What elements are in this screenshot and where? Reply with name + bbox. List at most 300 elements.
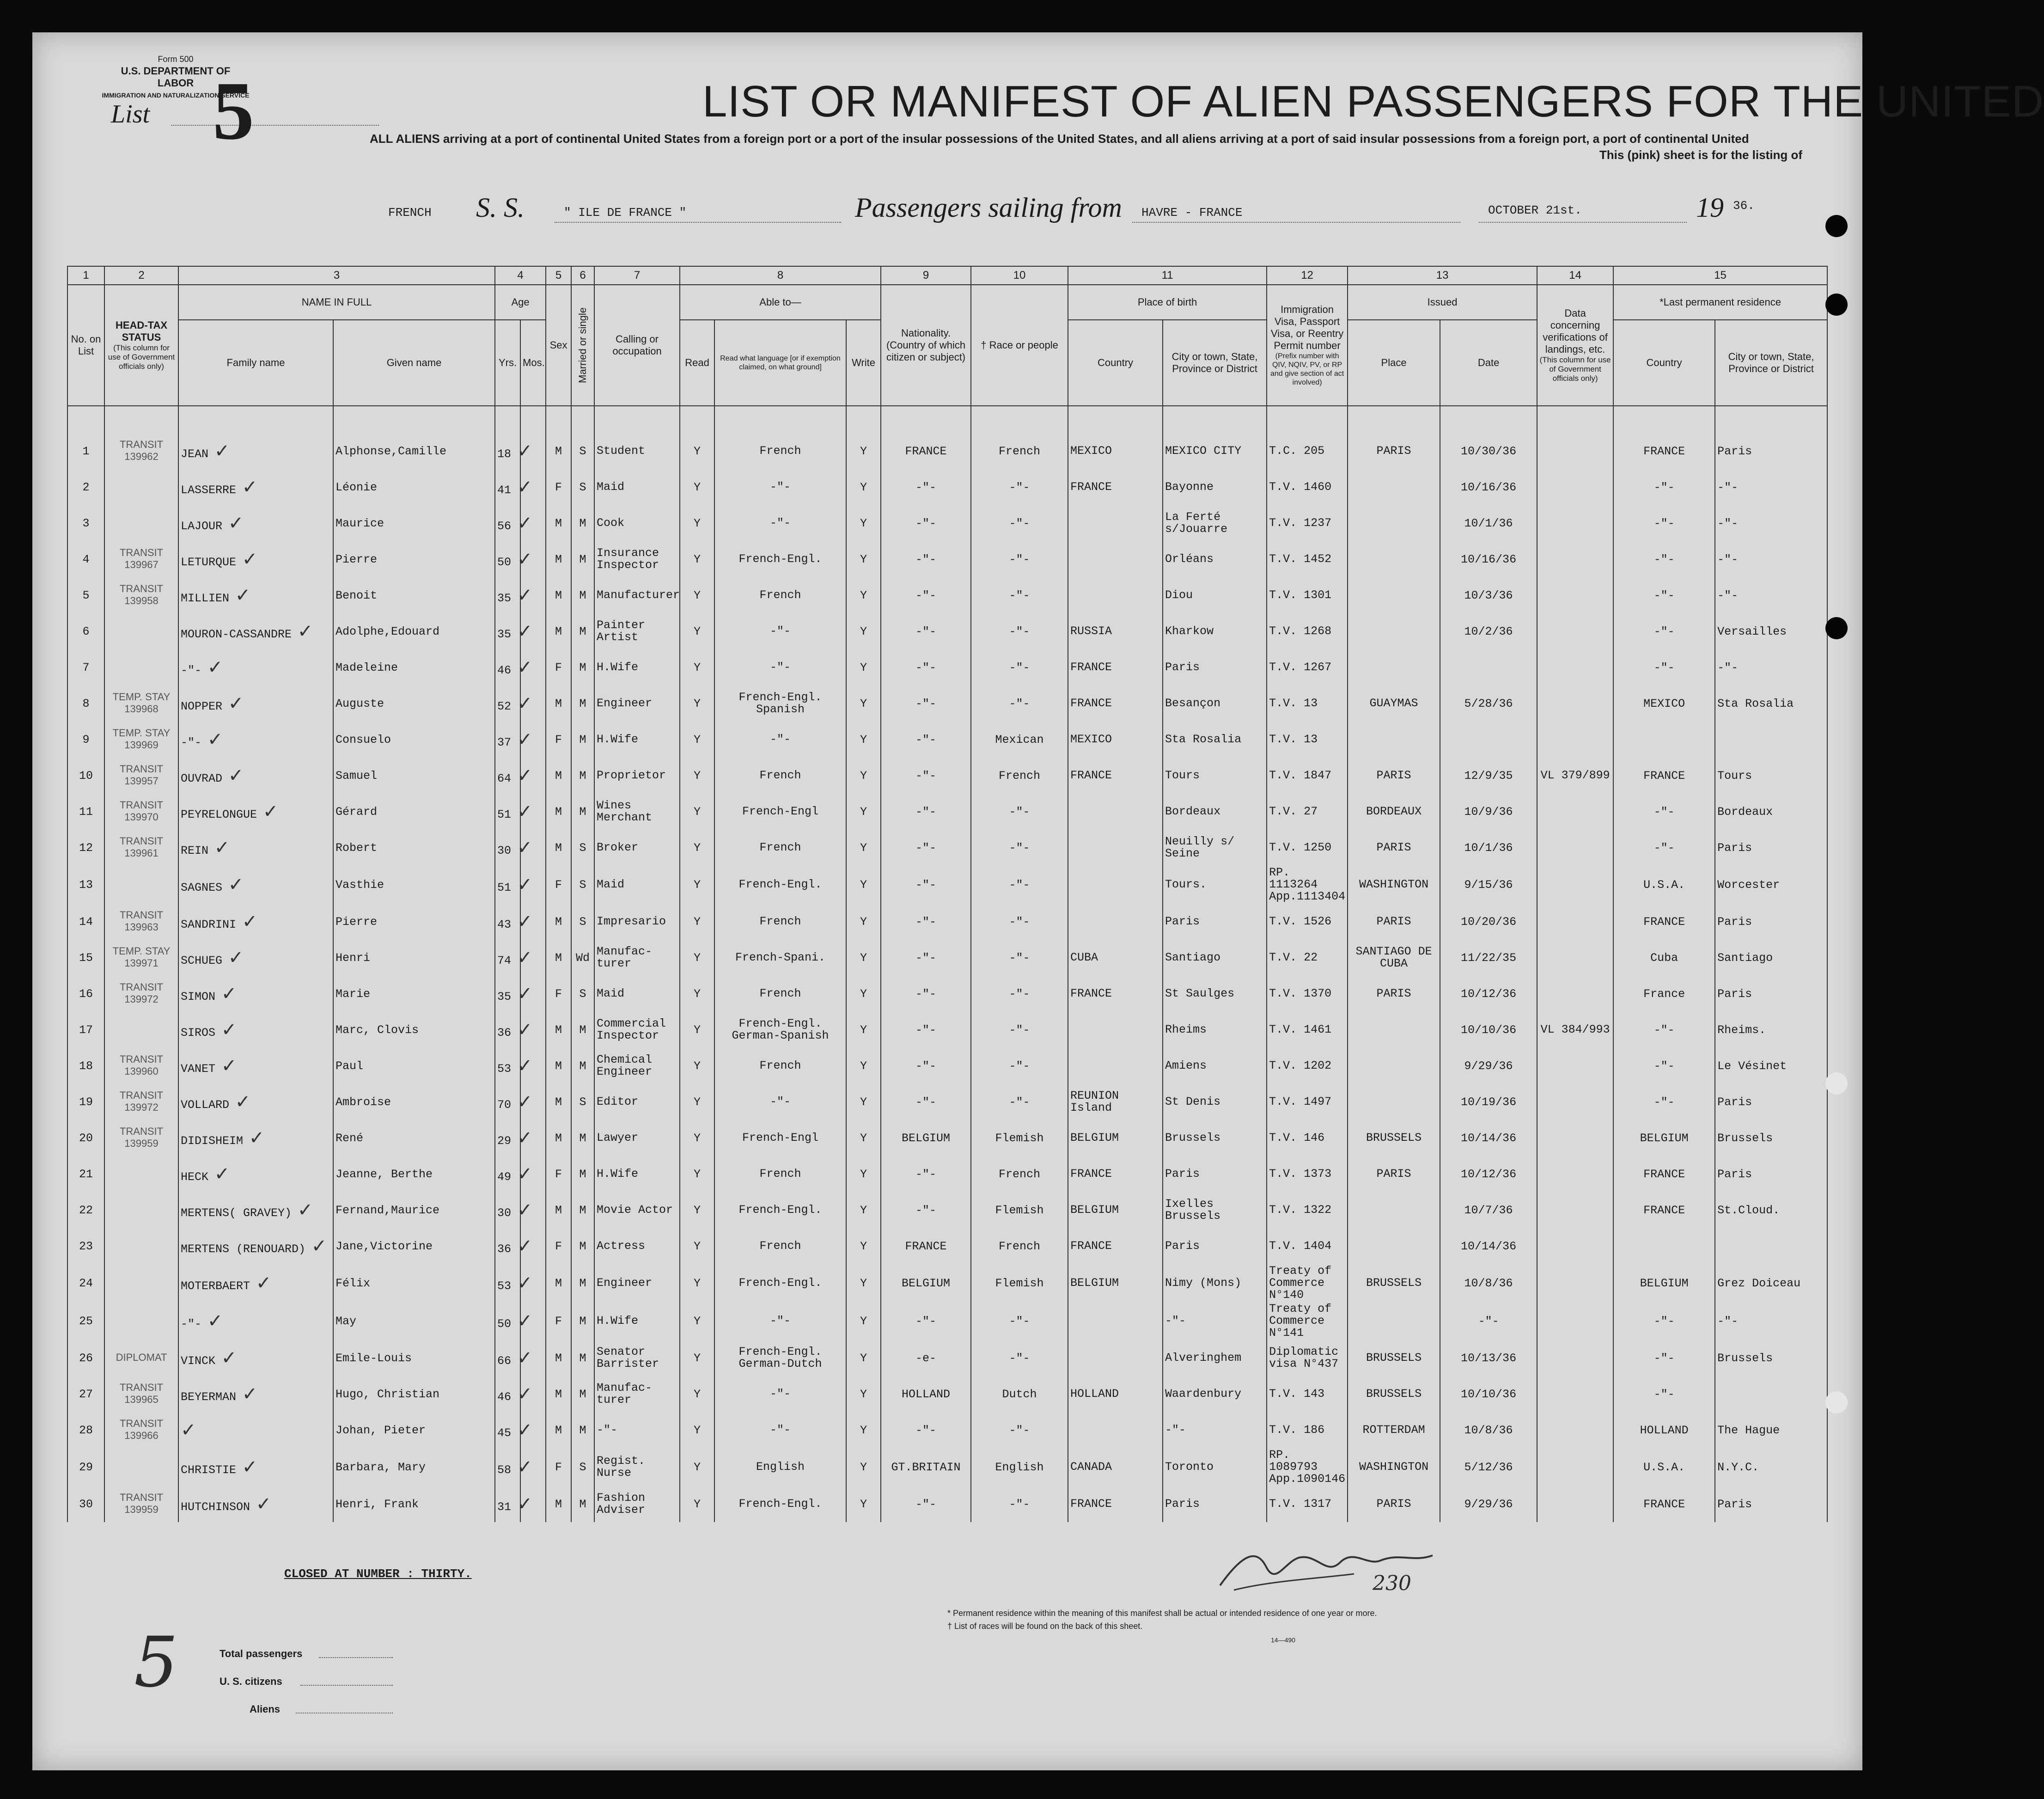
cell-given-name bbox=[333, 1120, 495, 1156]
hdr-visa-title: Immigration Visa, Passport Visa, or Reentry Permit number bbox=[1270, 304, 1344, 351]
cell-res-city bbox=[1715, 613, 1827, 649]
cell-issued-place-text: BRUSSELS bbox=[1366, 1351, 1422, 1365]
cell-list-number-text: 5 bbox=[82, 588, 90, 602]
cell-head-tax bbox=[104, 1084, 178, 1120]
subtitle-line-1: ALL ALIENS arriving at a port of continental United States from a foreign port or a port of the insular possessions of the United States, and all aliens arriving at a port of said insular possessions from a foreign port, a port of continental United bbox=[370, 132, 1749, 146]
cell-nationality bbox=[881, 1048, 971, 1084]
cell-given-name bbox=[333, 685, 495, 722]
hdr-mos: Mos. bbox=[520, 320, 546, 406]
cell-list-number-text: 20 bbox=[79, 1131, 93, 1145]
cell-given-name-text: Henri bbox=[336, 951, 371, 965]
cell-race-text: -"- bbox=[1009, 841, 1030, 855]
check-mark-icon: ✓ bbox=[511, 837, 533, 858]
cell-family-name bbox=[178, 866, 333, 904]
cell-marital-status-text: M bbox=[579, 1276, 586, 1290]
passenger-row bbox=[67, 976, 1827, 1012]
passenger-row bbox=[67, 758, 1827, 794]
cell-verification bbox=[1537, 505, 1613, 541]
cell-issued-date bbox=[1440, 613, 1537, 649]
cell-head-tax bbox=[104, 866, 178, 904]
cell-sex bbox=[546, 505, 571, 541]
cell-issued-date bbox=[1440, 866, 1537, 904]
cell-birth-city bbox=[1163, 1120, 1267, 1156]
check-mark-icon: ✓ bbox=[511, 1163, 533, 1185]
cell-age-years bbox=[495, 1156, 533, 1192]
cell-marital-status-text: M bbox=[579, 1423, 586, 1437]
cell-age-years-text: 46 bbox=[497, 664, 512, 677]
header-row-1 bbox=[67, 285, 1827, 320]
cell-birth-city-text: La Ferté s/Jouarre bbox=[1165, 510, 1228, 536]
cell-given-name-text: Marc, Clovis bbox=[336, 1023, 419, 1037]
cell-visa bbox=[1267, 866, 1348, 904]
cell-read-language bbox=[714, 1156, 846, 1192]
cell-res-city bbox=[1715, 722, 1827, 758]
cell-sex-text: M bbox=[555, 1023, 562, 1037]
cell-write-text: Y bbox=[860, 588, 867, 602]
cell-birth-country bbox=[1068, 866, 1163, 904]
cell-res-country bbox=[1613, 1302, 1715, 1340]
cell-head-tax bbox=[104, 1192, 178, 1228]
cell-race-text: -"- bbox=[1009, 624, 1030, 638]
cell-marital-status-text: S bbox=[579, 1095, 586, 1109]
cell-sex-text: M bbox=[555, 1423, 562, 1437]
cell-res-country bbox=[1613, 1084, 1715, 1120]
cell-res-country-text: -"- bbox=[1654, 1314, 1675, 1328]
cell-family-name-text: LASSERRE bbox=[181, 483, 237, 497]
cell-birth-country bbox=[1068, 1084, 1163, 1120]
cell-given-name-text: Pierre bbox=[336, 915, 378, 929]
cell-write-text: Y bbox=[860, 1167, 867, 1181]
cell-given-name bbox=[333, 1264, 495, 1302]
cell-family-name bbox=[178, 1376, 333, 1412]
cell-family-name bbox=[178, 1120, 333, 1156]
cell-issued-place bbox=[1348, 577, 1440, 613]
cell-write-text: Y bbox=[860, 1239, 867, 1253]
cell-birth-city bbox=[1163, 613, 1267, 649]
cell-sex bbox=[546, 794, 571, 830]
cell-race bbox=[971, 406, 1068, 469]
cell-write bbox=[846, 866, 881, 904]
cell-read-text: Y bbox=[694, 1423, 701, 1437]
cell-list-number-text: 17 bbox=[79, 1023, 93, 1037]
cell-marital-status bbox=[571, 866, 594, 904]
cell-write bbox=[846, 1302, 881, 1340]
cell-read-language bbox=[714, 904, 846, 940]
cell-marital-status bbox=[571, 940, 594, 976]
cell-read-language bbox=[714, 406, 846, 469]
cell-visa-text: T.V. 13 bbox=[1269, 733, 1318, 746]
cell-occupation-text: Painter Artist bbox=[597, 618, 646, 644]
cell-race-text: -"- bbox=[1009, 661, 1030, 674]
check-mark-icon: ✓ bbox=[236, 549, 258, 570]
cell-visa-text: T.V. 1847 bbox=[1269, 769, 1332, 782]
cell-age-years-text: 46 bbox=[497, 1390, 512, 1404]
cell-list-number-text: 3 bbox=[82, 516, 90, 530]
cell-nationality-text: -"- bbox=[915, 1095, 937, 1109]
cell-visa bbox=[1267, 1156, 1348, 1192]
passenger-row bbox=[67, 1302, 1827, 1340]
cell-race bbox=[971, 505, 1068, 541]
cell-family-name-text: VOLLARD bbox=[181, 1098, 230, 1112]
cell-occupation bbox=[594, 1486, 680, 1522]
cell-marital-status bbox=[571, 1192, 594, 1228]
cell-issued-place-text: PARIS bbox=[1376, 1167, 1411, 1181]
cell-race-text: -"- bbox=[1009, 588, 1030, 602]
cell-issued-place bbox=[1348, 830, 1440, 866]
cell-issued-place bbox=[1348, 1084, 1440, 1120]
cell-marital-status bbox=[571, 469, 594, 505]
cell-write bbox=[846, 1412, 881, 1448]
cell-list-number bbox=[67, 866, 104, 904]
cell-read-language-text: French bbox=[759, 588, 801, 602]
cell-head-tax bbox=[104, 794, 178, 830]
cell-issued-place-text: PARIS bbox=[1376, 915, 1411, 928]
cell-marital-status-text: M bbox=[579, 552, 586, 566]
cell-nationality bbox=[881, 1302, 971, 1340]
cell-res-city-text: Brussels bbox=[1717, 1351, 1773, 1365]
cell-race-text: -"- bbox=[1009, 951, 1030, 965]
cell-sex bbox=[546, 685, 571, 722]
cell-read-text: Y bbox=[694, 697, 701, 710]
cell-family-name-text: SIMON bbox=[181, 990, 216, 1004]
cell-given-name bbox=[333, 1048, 495, 1084]
cell-occupation bbox=[594, 866, 680, 904]
cell-list-number-text: 11 bbox=[79, 805, 93, 819]
cell-issued-date bbox=[1440, 794, 1537, 830]
cell-visa-text: T.V. 1497 bbox=[1269, 1095, 1332, 1108]
cell-birth-country bbox=[1068, 1156, 1163, 1192]
cell-given-name-text: Marie bbox=[336, 987, 371, 1001]
check-mark-icon: ✓ bbox=[511, 1273, 533, 1294]
handwritten-list-number: 5 bbox=[134, 1622, 178, 1703]
cell-race bbox=[971, 1048, 1068, 1084]
cell-write bbox=[846, 649, 881, 685]
cell-sex bbox=[546, 1012, 571, 1048]
cell-sex-text: M bbox=[555, 1351, 562, 1365]
cell-marital-status-text: S bbox=[579, 480, 586, 494]
passenger-row bbox=[67, 613, 1827, 649]
hdr-head-tax-title: HEAD-TAX STATUS bbox=[115, 319, 168, 343]
cell-list-number bbox=[67, 830, 104, 866]
cell-verification bbox=[1537, 1048, 1613, 1084]
cell-birth-country-text: BELGIUM bbox=[1070, 1276, 1119, 1290]
cell-occupation-text: Manufac- turer bbox=[597, 1381, 653, 1407]
cell-read-language bbox=[714, 1412, 846, 1448]
cell-birth-country-text: BELGIUM bbox=[1070, 1131, 1119, 1144]
cell-list-number-text: 18 bbox=[79, 1059, 93, 1073]
cell-visa-text: T.V. 1322 bbox=[1269, 1203, 1332, 1217]
cell-occupation bbox=[594, 1302, 680, 1340]
cell-read-language-text: -"- bbox=[770, 1387, 791, 1401]
form-number: Form 500 bbox=[158, 55, 194, 64]
cell-read-language bbox=[714, 577, 846, 613]
cell-read-language bbox=[714, 866, 846, 904]
check-mark-icon: ✓ bbox=[511, 1456, 533, 1478]
cell-race bbox=[971, 1340, 1068, 1376]
cell-given-name bbox=[333, 541, 495, 577]
cell-age-years bbox=[495, 1376, 533, 1412]
cell-nationality-text: -"- bbox=[915, 1423, 937, 1437]
cell-age-years bbox=[495, 1486, 533, 1522]
cell-list-number-text: 25 bbox=[79, 1314, 93, 1328]
cell-family-name-text: SIROS bbox=[181, 1026, 216, 1040]
cell-list-number-text: 10 bbox=[79, 769, 93, 783]
cell-occupation bbox=[594, 830, 680, 866]
cell-given-name-text: René bbox=[336, 1131, 364, 1145]
passenger-row bbox=[67, 1084, 1827, 1120]
cell-res-country-text: -"- bbox=[1654, 516, 1675, 530]
cell-verification bbox=[1537, 1376, 1613, 1412]
cell-read-language-text: -"- bbox=[770, 1095, 791, 1108]
cell-marital-status bbox=[571, 649, 594, 685]
cell-family-name bbox=[178, 794, 333, 830]
cell-read bbox=[680, 1156, 714, 1192]
cell-read-language bbox=[714, 469, 846, 505]
cell-sex-text: F bbox=[555, 1167, 562, 1181]
cell-family-name bbox=[178, 1228, 333, 1264]
cell-birth-city bbox=[1163, 1340, 1267, 1376]
cell-age-years-text: 36 bbox=[497, 1242, 512, 1256]
cell-res-country bbox=[1613, 685, 1715, 722]
check-mark-icon: ✓ bbox=[305, 1236, 327, 1257]
cell-res-city-text: Brussels bbox=[1717, 1131, 1773, 1145]
cell-read bbox=[680, 866, 714, 904]
cell-given-name bbox=[333, 1084, 495, 1120]
cell-write bbox=[846, 1192, 881, 1228]
cell-age-years bbox=[495, 1192, 533, 1228]
cell-occupation bbox=[594, 1264, 680, 1302]
cell-issued-place bbox=[1348, 1228, 1440, 1264]
cell-res-city bbox=[1715, 1192, 1827, 1228]
cell-family-name bbox=[178, 722, 333, 758]
cell-sex-text: M bbox=[555, 1203, 562, 1217]
cell-birth-city-text: Sta Rosalia bbox=[1165, 733, 1242, 746]
cell-birth-city-text: Bayonne bbox=[1165, 480, 1214, 494]
cell-occupation-text: Proprietor bbox=[597, 769, 666, 782]
cell-race-text: -"- bbox=[1009, 1423, 1030, 1437]
cell-occupation-text: Maid bbox=[597, 480, 625, 494]
cell-occupation bbox=[594, 1048, 680, 1084]
passenger-row bbox=[67, 1376, 1827, 1412]
cell-age-years bbox=[495, 577, 533, 613]
cell-write bbox=[846, 1156, 881, 1192]
cell-head-tax bbox=[104, 1156, 178, 1192]
cell-age-years bbox=[495, 1412, 533, 1448]
cell-race-text: -"- bbox=[1009, 1314, 1030, 1328]
cell-birth-country bbox=[1068, 1264, 1163, 1302]
cell-visa bbox=[1267, 1412, 1348, 1448]
cell-head-tax-text: DIPLOMAT bbox=[116, 1352, 167, 1363]
cell-res-city-text: -"- bbox=[1717, 1314, 1739, 1328]
cell-sex bbox=[546, 904, 571, 940]
cell-res-city-text: St.Cloud. bbox=[1717, 1203, 1780, 1217]
cell-res-country bbox=[1613, 1048, 1715, 1084]
cell-family-name-text: -"- bbox=[181, 664, 202, 677]
cell-family-name bbox=[178, 904, 333, 940]
cell-occupation bbox=[594, 1156, 680, 1192]
cell-birth-country-text: FRANCE bbox=[1070, 1239, 1112, 1253]
cell-write bbox=[846, 577, 881, 613]
cell-verification bbox=[1537, 649, 1613, 685]
cell-sex bbox=[546, 1448, 571, 1486]
cell-family-name bbox=[178, 1448, 333, 1486]
passenger-row bbox=[67, 1448, 1827, 1486]
cell-birth-country-text: CUBA bbox=[1070, 951, 1098, 964]
cell-age-years-text: 18 bbox=[497, 447, 512, 461]
cell-marital-status-text: S bbox=[579, 841, 586, 855]
cell-issued-date-text: 10/8/36 bbox=[1464, 1276, 1513, 1290]
passenger-row bbox=[67, 866, 1827, 904]
cell-list-number bbox=[67, 758, 104, 794]
check-mark-icon: ✓ bbox=[243, 1127, 265, 1149]
service-name: IMMIGRATION AND NATURALIZATION SERVICE bbox=[102, 92, 250, 99]
cell-birth-city-text: Paris bbox=[1165, 915, 1200, 928]
cell-issued-date bbox=[1440, 1264, 1537, 1302]
cell-birth-country bbox=[1068, 1012, 1163, 1048]
check-mark-icon: ✓ bbox=[215, 1347, 237, 1369]
cell-given-name-text: Consuelo bbox=[336, 733, 391, 747]
cell-nationality-text: FRANCE bbox=[905, 444, 947, 458]
cell-age-years bbox=[495, 904, 533, 940]
cell-issued-date-text: 10/7/36 bbox=[1464, 1203, 1513, 1217]
cell-occupation-text: H.Wife bbox=[597, 1314, 639, 1328]
cell-birth-country bbox=[1068, 505, 1163, 541]
cell-race bbox=[971, 1264, 1068, 1302]
cell-visa-text: T.V. 1460 bbox=[1269, 480, 1332, 494]
cell-birth-city bbox=[1163, 940, 1267, 976]
cell-issued-date-text: -"- bbox=[1478, 1314, 1499, 1328]
hdr-able-to: Able to— bbox=[680, 285, 881, 320]
cell-birth-city-text: Paris bbox=[1165, 661, 1200, 674]
cell-birth-country bbox=[1068, 649, 1163, 685]
check-mark-icon: ✓ bbox=[215, 1019, 237, 1040]
cell-list-number bbox=[67, 1412, 104, 1448]
cell-sex bbox=[546, 613, 571, 649]
cell-res-city bbox=[1715, 577, 1827, 613]
check-mark-icon: ✓ bbox=[222, 765, 244, 786]
cell-family-name bbox=[178, 469, 333, 505]
cell-occupation-text: Maid bbox=[597, 878, 625, 891]
cell-write bbox=[846, 794, 881, 830]
cell-res-country bbox=[1613, 613, 1715, 649]
cell-visa-text: Treaty of Commerce N°140 bbox=[1269, 1264, 1332, 1302]
cell-family-name bbox=[178, 1486, 333, 1522]
cell-issued-date bbox=[1440, 1156, 1537, 1192]
cell-birth-city bbox=[1163, 830, 1267, 866]
cell-birth-country bbox=[1068, 904, 1163, 940]
cell-res-city bbox=[1715, 685, 1827, 722]
cell-race-text: Flemish bbox=[995, 1131, 1044, 1145]
cell-occupation bbox=[594, 1012, 680, 1048]
cell-head-tax bbox=[104, 1412, 178, 1448]
cell-res-city-text: Worcester bbox=[1717, 878, 1780, 892]
cell-list-number bbox=[67, 1084, 104, 1120]
cell-occupation-text: Manufacturer bbox=[597, 588, 680, 602]
cell-read-language-text: French-Engl bbox=[742, 1131, 819, 1144]
cell-write-text: Y bbox=[860, 769, 867, 783]
cell-family-name bbox=[178, 685, 333, 722]
cell-res-country-text: -"- bbox=[1654, 624, 1675, 638]
cell-nationality-text: -"- bbox=[915, 951, 937, 965]
cell-head-tax bbox=[104, 758, 178, 794]
cell-birth-city-text: Rheims bbox=[1165, 1023, 1207, 1036]
cell-birth-city-text: -"- bbox=[1165, 1314, 1186, 1328]
cell-write bbox=[846, 613, 881, 649]
cell-age-years-text: 31 bbox=[497, 1500, 512, 1514]
cell-given-name bbox=[333, 758, 495, 794]
cell-birth-country bbox=[1068, 1448, 1163, 1486]
cell-birth-country-text: FRANCE bbox=[1070, 661, 1112, 674]
cell-sex-text: M bbox=[555, 1059, 562, 1073]
cell-given-name bbox=[333, 613, 495, 649]
passenger-row bbox=[67, 1486, 1827, 1522]
check-mark-icon: ✓ bbox=[201, 657, 223, 678]
cell-visa-text: T.V. 27 bbox=[1269, 805, 1318, 818]
cell-sex-text: F bbox=[555, 1239, 562, 1253]
cell-given-name bbox=[333, 904, 495, 940]
col-num: 6 bbox=[571, 266, 594, 285]
cell-birth-country bbox=[1068, 406, 1163, 469]
cell-sex-text: M bbox=[555, 1276, 562, 1290]
cell-res-country-text: FRANCE bbox=[1643, 1497, 1685, 1511]
cell-head-tax bbox=[104, 722, 178, 758]
cell-occupation bbox=[594, 1084, 680, 1120]
cell-occupation bbox=[594, 794, 680, 830]
cell-given-name-text: Henri, Frank bbox=[336, 1497, 419, 1511]
cell-marital-status bbox=[571, 1120, 594, 1156]
cell-res-city bbox=[1715, 1012, 1827, 1048]
cell-verification bbox=[1537, 1192, 1613, 1228]
cell-res-city-text: Paris bbox=[1717, 1167, 1752, 1181]
cell-read-text: Y bbox=[694, 841, 701, 855]
cell-occupation-text: H.Wife bbox=[597, 733, 639, 746]
cell-age-years bbox=[495, 541, 533, 577]
cell-age-years bbox=[495, 1084, 533, 1120]
cell-family-name-text: MOTERBAERT bbox=[181, 1279, 250, 1293]
cell-age-years-text: 50 bbox=[497, 1317, 512, 1331]
cell-nationality-text: -"- bbox=[915, 661, 937, 674]
check-mark-icon: ✓ bbox=[511, 477, 533, 498]
cell-birth-city-text: Paris bbox=[1165, 1497, 1200, 1511]
cell-nationality-text: -"- bbox=[915, 733, 937, 747]
hdr-read: Read bbox=[680, 320, 714, 406]
cell-visa bbox=[1267, 577, 1348, 613]
cell-occupation-text: H.Wife bbox=[597, 1167, 639, 1181]
cell-family-name bbox=[178, 1048, 333, 1084]
cell-res-city-text: Paris bbox=[1717, 1095, 1752, 1109]
cell-read bbox=[680, 1448, 714, 1486]
cell-write bbox=[846, 685, 881, 722]
cell-age-years-text: 29 bbox=[497, 1134, 512, 1148]
cell-sex-text: M bbox=[555, 841, 562, 855]
cell-sex-text: M bbox=[555, 1095, 562, 1109]
cell-given-name-text: Madeleine bbox=[336, 661, 398, 674]
cell-read-text: Y bbox=[694, 1239, 701, 1253]
cell-res-country bbox=[1613, 1120, 1715, 1156]
cell-sex-text: M bbox=[555, 588, 562, 602]
cell-issued-place bbox=[1348, 976, 1440, 1012]
cell-given-name-text: Jeanne, Berthe bbox=[336, 1167, 433, 1181]
check-mark-icon: ✓ bbox=[511, 765, 533, 786]
cell-race-text: -"- bbox=[1009, 1023, 1030, 1037]
cell-age-years-text: 56 bbox=[497, 520, 512, 533]
cell-birth-city-text: Alveringhem bbox=[1165, 1351, 1242, 1365]
cell-birth-city bbox=[1163, 1264, 1267, 1302]
cell-birth-country-text: FRANCE bbox=[1070, 769, 1112, 782]
cell-birth-country-text: HOLLAND bbox=[1070, 1387, 1119, 1401]
cell-nationality bbox=[881, 469, 971, 505]
cell-birth-country bbox=[1068, 1048, 1163, 1084]
